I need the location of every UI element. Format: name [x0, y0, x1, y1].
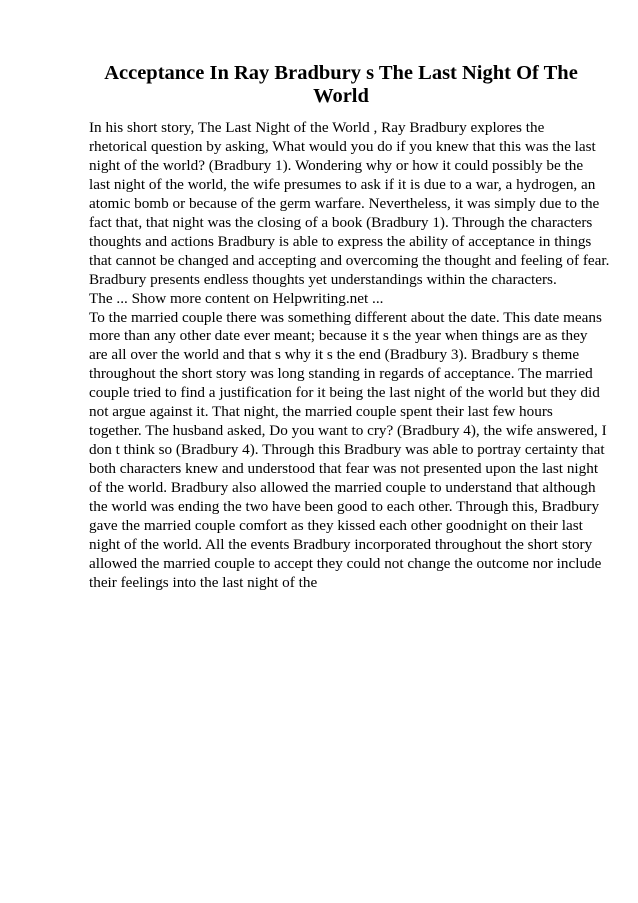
text-line: don t think so (Bradbury 4). Through this Bradbury was able to portray certainty that — [89, 441, 605, 459]
text-line: are all over the world and that s why it s the end (Bradbury 3). Bradbury s theme — [89, 346, 580, 364]
title-line: Acceptance In Ray Bradbury s The Last Night Of The — [104, 62, 578, 84]
text-line: allowed the married couple to accept they could not change the outcome nor include — [89, 554, 602, 572]
text-line: last night of the world, the wife presumes to ask if it is due to a war, a hydrogen, an — [89, 175, 596, 193]
text-line: of the world. Bradbury also allowed the married couple to understand that although — [89, 479, 596, 497]
paragraph-intro — [89, 119, 619, 290]
text-line: both characters knew and understood that fear was not presented upon the last night — [89, 460, 599, 478]
document-title — [100, 62, 582, 107]
paragraph-body — [89, 309, 619, 593]
text-line: not argue against it. That night, the married couple spent their last few hours — [89, 403, 553, 421]
text-line: that cannot be changed and accepting and overcoming the thought and feeling of fear. — [89, 251, 610, 269]
text-line: night of the world? (Bradbury 1). Wondering why or how it could possibly be the — [89, 156, 584, 174]
text-line: the world was ending the two have been good to each other. Through this, Bradbury — [89, 498, 600, 516]
document-body — [89, 119, 619, 593]
text-line: their feelings into the last night of the — [89, 573, 318, 591]
paragraph-show-more — [89, 290, 619, 309]
text-line: fact that, that night was the closing of a book (Bradbury 1). Through the characters — [89, 213, 593, 231]
text-line: together. The husband asked, Do you want to cry? (Bradbury 4), the wife answered, I — [89, 422, 607, 440]
text-line: more than any other date ever meant; because it s the year when things are as they — [89, 327, 588, 345]
show-more-line: The ... Show more content on Helpwriting.net ... — [89, 289, 384, 307]
text-line: In his short story, The Last Night of the World , Ray Bradbury explores the — [89, 119, 545, 136]
text-line: throughout the short story was long standing in regards of acceptance. The married — [89, 365, 593, 383]
text-line: night of the world. All the events Bradbury incorporated throughout the short story — [89, 535, 593, 553]
text-line: rhetorical question by asking, What would you do if you knew that this was the last — [89, 137, 596, 155]
text-line: couple tried to find a justification for it being the last night of the world but they did — [89, 384, 600, 402]
text-line: gave the married couple comfort as they kissed each other goodnight on their last — [89, 517, 583, 535]
text-line: thoughts and actions Bradbury is able to express the ability of acceptance in things — [89, 232, 592, 250]
text-line: To the married couple there was something different about the date. This date means — [89, 308, 602, 326]
text-line: Bradbury presents endless thoughts yet understandings within the characters. — [89, 270, 557, 288]
title-line: World — [313, 84, 369, 107]
text-line: atomic bomb or because of the germ warfare. Nevertheless, it was simply due to the — [89, 194, 600, 212]
